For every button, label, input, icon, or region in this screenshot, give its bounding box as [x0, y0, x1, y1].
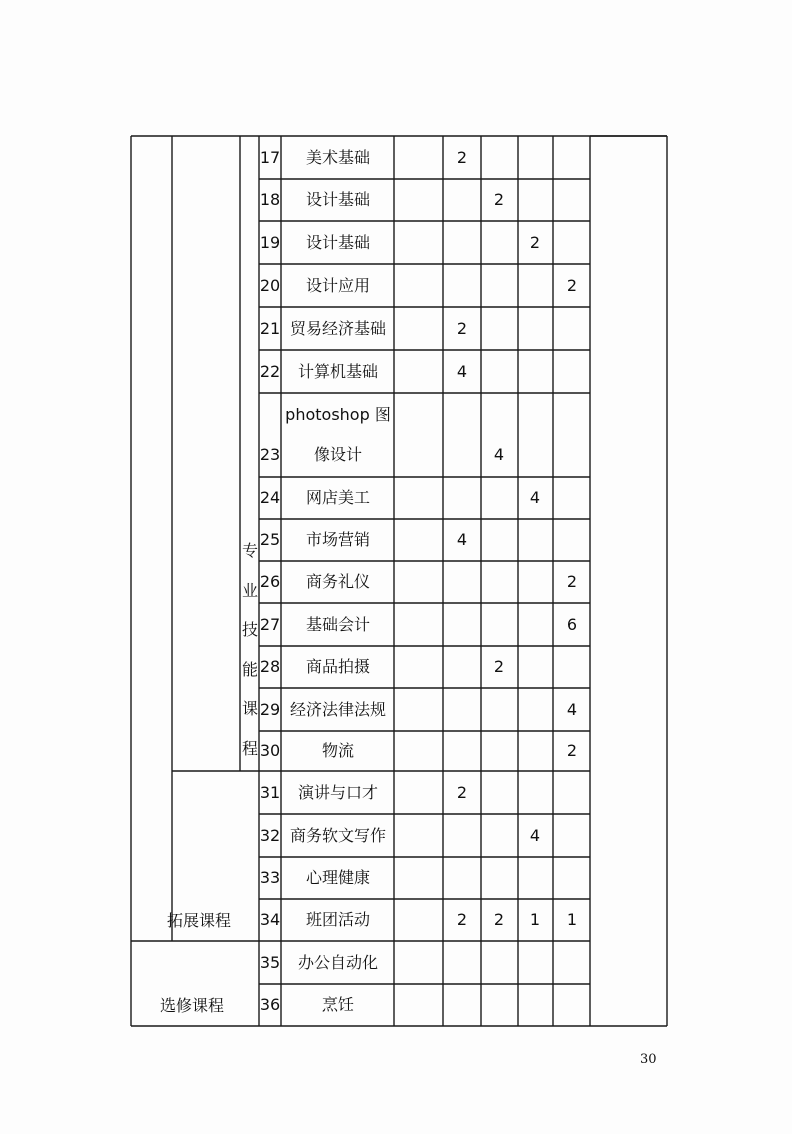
row-number: 33: [259, 868, 281, 887]
page-number: 30: [640, 1052, 657, 1067]
row-number: 19: [259, 232, 281, 252]
hours-cell: 2: [493, 910, 505, 929]
group-label-extension: 拓展课程: [166, 911, 232, 930]
row-number: 29: [259, 699, 281, 719]
row-number: 25: [259, 530, 281, 549]
course-name-line1: photoshop 图: [285, 405, 391, 424]
row-number: 34: [259, 910, 281, 929]
hours-cell: 2: [456, 910, 468, 929]
row-number: 22: [259, 361, 281, 381]
course-name: 商务软文写作: [289, 825, 387, 845]
hours-cell: 6: [566, 614, 578, 634]
row-number: 32: [259, 825, 281, 845]
hours-cell: 4: [493, 445, 505, 464]
hours-cell: 2: [493, 657, 505, 676]
course-name: 设计应用: [305, 275, 371, 295]
row-number: 18: [259, 190, 281, 209]
row-number: 24: [259, 488, 281, 507]
course-name: 设计基础: [305, 232, 371, 252]
course-name: 物流: [321, 741, 355, 760]
hours-cell: 4: [456, 530, 468, 549]
hours-cell: 2: [566, 572, 578, 591]
hours-cell: 2: [456, 318, 468, 338]
row-number: 31: [259, 782, 281, 802]
group-label-char: 专: [241, 541, 259, 560]
course-name: 网店美工: [305, 488, 371, 507]
row-number: 21: [259, 318, 281, 338]
course-name: 经济法律法规: [289, 699, 387, 719]
course-name: 贸易经济基础: [289, 318, 387, 338]
course-name: 基础会计: [305, 614, 371, 634]
row-number: 26: [259, 572, 281, 591]
hours-cell: 1: [566, 910, 578, 929]
group-label-elective: 选修课程: [159, 996, 225, 1015]
hours-cell: 2: [566, 275, 578, 295]
course-name: 设计基础: [305, 190, 371, 209]
hours-cell: 2: [456, 782, 468, 802]
hours-cell: 2: [529, 232, 541, 252]
course-name: 烹饪: [321, 995, 355, 1014]
hours-cell: 2: [566, 741, 578, 760]
row-number: 17: [259, 147, 281, 167]
course-name: 计算机基础: [297, 361, 379, 381]
group-label-char: 程: [241, 738, 259, 758]
hours-cell: 4: [529, 825, 541, 845]
row-number: 35: [259, 952, 281, 972]
course-name: 班团活动: [305, 910, 371, 929]
hours-cell: 1: [529, 910, 541, 929]
row-number: 28: [259, 657, 281, 676]
row-number: 20: [259, 275, 281, 295]
course-name: 办公自动化: [297, 952, 379, 972]
row-number: 36: [259, 995, 281, 1014]
course-name: 美术基础: [305, 147, 371, 167]
hours-cell: 2: [493, 190, 505, 209]
row-number: 30: [259, 741, 281, 760]
hours-cell: 4: [456, 361, 468, 381]
course-name: 商品拍摄: [305, 657, 371, 676]
course-name-line2: 像设计: [313, 445, 363, 464]
group-label-char: 课: [241, 699, 259, 718]
group-label-char: 能: [241, 659, 259, 679]
course-name: 心理健康: [305, 868, 371, 887]
group-label-char: 业: [241, 580, 259, 600]
hours-cell: 4: [566, 699, 578, 719]
hours-cell: 2: [456, 147, 468, 167]
row-number: 23: [259, 445, 281, 464]
hours-cell: 4: [529, 488, 541, 507]
row-number: 27: [259, 614, 281, 634]
course-name: 演讲与口才: [297, 782, 379, 802]
group-label-char: 技: [241, 620, 259, 639]
course-name: 商务礼仪: [305, 572, 371, 591]
course-name: 市场营销: [305, 530, 371, 549]
